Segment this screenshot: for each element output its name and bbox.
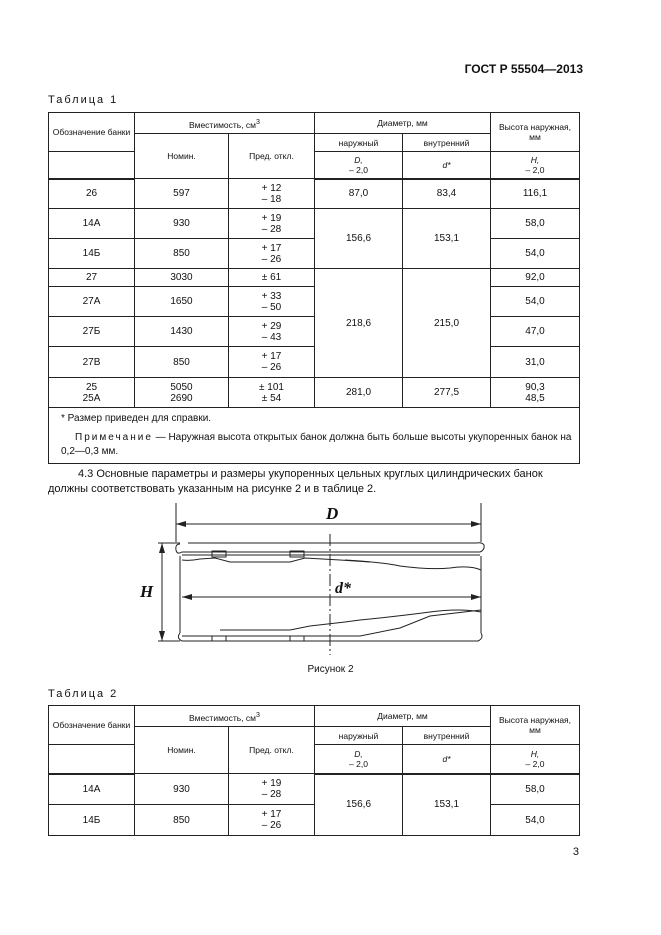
symbol-H: H, – 2,0 [491, 745, 580, 774]
col-diameter-header: Диаметр, мм [315, 113, 491, 134]
table-row: 27В 850 + 17 – 26 31,0 [49, 347, 580, 378]
table-row: 26 597 + 12 – 18 87,0 83,4 116,1 [49, 179, 580, 209]
figure-caption: Рисунок 2 [307, 664, 354, 675]
table-notes-row [49, 408, 580, 464]
col-height-header: Высота наружная, мм [491, 113, 580, 152]
table1-caption: Таблица 1 [48, 94, 119, 106]
col-capacity-header: Вместимость, $см^3$ [135, 113, 315, 134]
table-row: 14Б 850 + 17 – 26 54,0 [49, 239, 580, 269]
col-inner-header: внутренний [403, 134, 491, 152]
symbol-d: d* [403, 745, 491, 774]
col-nominal-header: Номин. [135, 727, 229, 774]
col-designation-header: Обозначение банки [49, 706, 135, 745]
figure-label-d: d* [335, 580, 351, 597]
col-height-header: Высота наружная, мм [491, 706, 580, 745]
table-row: 14Б 850 + 17 – 26 54,0 [49, 805, 580, 836]
paragraph-4-3: 4.3 Основные параметры и размеры укупоренных цельных круглых цилиндрических банок должны соответствовать указанным на рисунке 2 и в таблице 2. [48, 468, 543, 495]
symbol-D: D, – 2,0 [315, 152, 403, 179]
col-tolerance-header: Пред. откл. [229, 134, 315, 179]
figure-label-H: H [140, 582, 154, 601]
table2-caption: Таблица 2 [48, 688, 119, 700]
table-row: 14А 930 + 19 – 28 156,6 153,1 58,0 [49, 209, 580, 239]
table-row: 14А 930 + 19 – 28 156,6 153,1 58,0 [49, 774, 580, 805]
can-drawing [130, 500, 500, 660]
symbol-D: D, – 2,0 [315, 745, 403, 774]
col-nominal-header: Номин. [135, 134, 229, 179]
col-tolerance-header: Пред. откл. [229, 727, 315, 774]
col-capacity-header: Вместимость, $см^3$ [135, 706, 315, 727]
col-designation-header: Обозначение банки [49, 113, 135, 152]
table1 [48, 112, 580, 464]
table-row: 27 3030 ± 61 218,6 215,0 92,0 [49, 269, 580, 287]
col-outer-header: наружный [315, 134, 403, 152]
table-row: 27А 1650 + 33 – 50 54,0 [49, 287, 580, 317]
symbol-d: d* [403, 152, 491, 179]
col-inner-header: внутренний [403, 727, 491, 745]
table-row: 27Б 1430 + 29 – 43 47,0 [49, 317, 580, 347]
table2 [48, 705, 580, 836]
table1-note: Примечание — Наружная высота открытых банок должна быть больше высоты укупоренных банок на 0,2—0,3 мм. [61, 432, 572, 457]
standard-header: ГОСТ Р 55504—2013 [464, 62, 583, 76]
symbol-H: H, – 2,0 [491, 152, 580, 179]
table-row: 25 25А 5050 2690 ± 101 ± 54 281,0 277,5 90,3 48,5 [49, 378, 580, 408]
page-number: 3 [572, 846, 579, 858]
col-outer-header: наружный [315, 727, 403, 745]
col-diameter-header: Диаметр, мм [315, 706, 491, 727]
table1-footnote: * Размер приведен для справки. [61, 413, 212, 424]
figure-label-D: D [326, 504, 339, 523]
